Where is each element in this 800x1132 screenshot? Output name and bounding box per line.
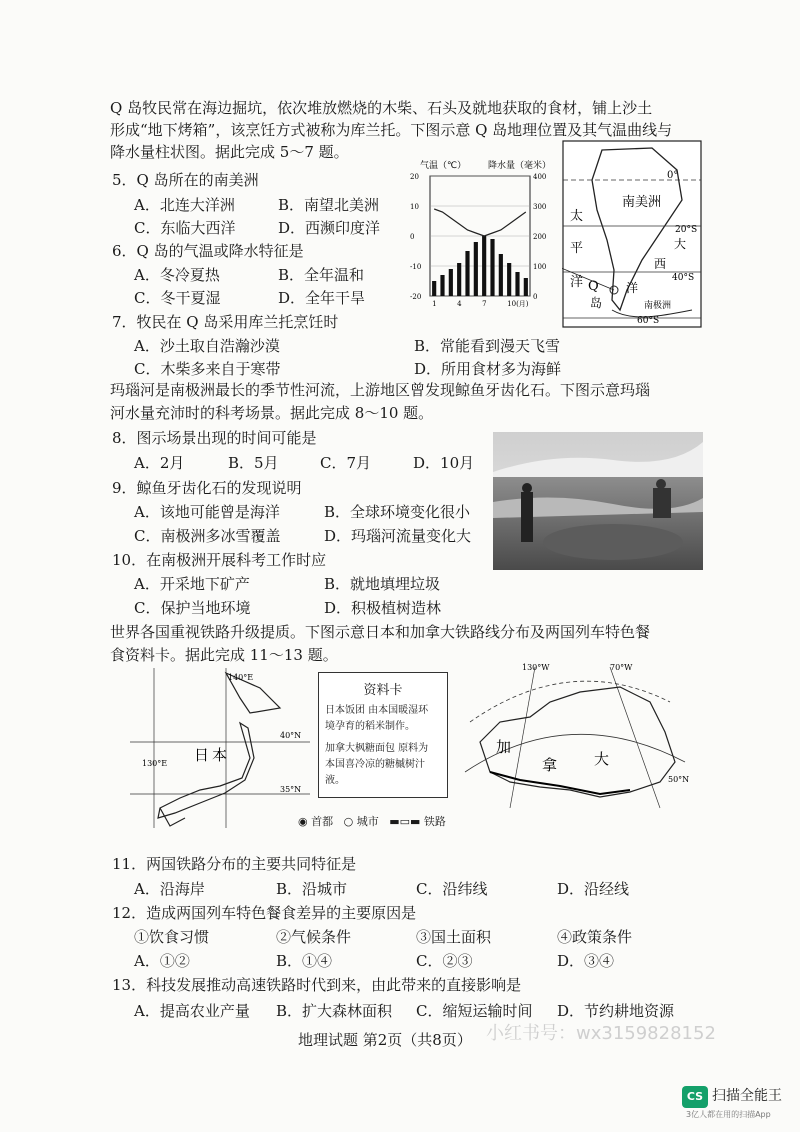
precip-bar [482, 236, 486, 296]
map-ocean-east1: 大 [674, 237, 687, 251]
scanner-logo-icon: CS [682, 1086, 708, 1108]
precip-bar [457, 263, 461, 296]
chart-x-tick: 10(月) [507, 300, 529, 308]
chart-right-axis-label: 降水量（毫米） [488, 161, 552, 171]
q8-option-b: B．5月 [228, 454, 279, 472]
q11-option-b: B．沿城市 [276, 880, 348, 898]
data-card [318, 672, 448, 798]
q12-stem: 12．造成两国列车特色餐食差异的主要原因是 [112, 904, 417, 922]
precip-bar [449, 269, 453, 296]
q6-option-a: A．冬冷夏热 [134, 266, 220, 284]
q10-stem: 10．在南极洲开展科考工作时应 [112, 551, 327, 569]
q9-option-a: A．该地可能曾是海洋 [134, 503, 280, 521]
q6-option-d: D．全年干旱 [278, 289, 366, 307]
q5-option-b: B．南望北美洲 [278, 196, 380, 214]
q5-option-d: D．西濒印度洋 [278, 219, 381, 237]
chart-left-tick: 20 [410, 173, 419, 181]
japan-lat-35: 35°N [280, 785, 302, 794]
q13-option-a: A．提高农业产量 [134, 1002, 250, 1020]
south-america-map [562, 140, 702, 328]
legend-city: 城市 [356, 815, 379, 828]
rail-icon: ▬▭▬ [389, 815, 421, 828]
q13-option-c: C．缩短运输时间 [416, 1002, 533, 1020]
q12-option-c: C．②③ [416, 952, 473, 970]
q8-option-c: C．7月 [320, 454, 372, 472]
q7-stem: 7．牧民在 Q 岛采用库兰托烹饪时 [112, 313, 339, 331]
q7-option-c: C．木柴多来自于寒带 [134, 360, 281, 378]
chart-right-tick: 100 [533, 263, 547, 271]
map-continent-label: 南美洲 [622, 195, 662, 210]
map-lat-40: 40°S [672, 273, 695, 283]
precip-bar [507, 263, 511, 296]
legend-rail: 铁路 [423, 815, 446, 828]
climate-chart [408, 158, 558, 308]
japan-label-1: 日 [194, 746, 210, 764]
map-ocean-char2: 平 [570, 241, 584, 256]
q13-stem: 13．科技发展推动高速铁路时代到来，由此带来的直接影响是 [112, 976, 522, 994]
precip-bar [465, 251, 469, 296]
q8-stem: 8．图示场景出现的时间可能是 [112, 429, 317, 447]
q11-option-c: C．沿纬线 [416, 880, 488, 898]
passage3-line1: 世界各国重视铁路升级提质。下图示意日本和加拿大铁路线分布及两国列车特色餐 [110, 623, 651, 641]
q9-option-c: C．南极洲多冰雪覆盖 [134, 527, 281, 545]
canada-lon-130: 130°W [522, 663, 550, 672]
page-footer: 地理试题 第2页（共8页） [298, 1031, 472, 1049]
data-card-title: 资料卡 [363, 683, 403, 698]
canada-map [460, 662, 690, 810]
passage3-line2: 食资料卡。据此完成 11～13 题。 [110, 646, 338, 664]
data-card-text-3: 加拿大枫糖面包 原料为 [325, 743, 429, 754]
chart-left-tick: 10 [410, 203, 419, 211]
chart-left-tick: -20 [410, 293, 422, 301]
q7-option-b: B．常能看到漫天飞雪 [414, 337, 561, 355]
q7-option-a: A．沙土取自浩瀚沙漠 [134, 337, 280, 355]
q12-option-d: D．③④ [557, 952, 615, 970]
map-lat-0: 0° [667, 170, 679, 181]
canada-lon-70: 70°W [610, 663, 633, 672]
q8-option-a: A．2月 [134, 454, 185, 472]
map-lat-20: 20°S [675, 225, 698, 235]
q10-option-a: A．开采地下矿产 [134, 575, 250, 593]
city-icon: ○ [343, 815, 354, 828]
chart-right-tick: 200 [533, 233, 547, 241]
map-ocean-east3: 洋 [626, 281, 639, 295]
chart-right-tick: 400 [533, 173, 547, 181]
q12-option-b: B．①④ [276, 952, 333, 970]
q9-stem: 9．鲸鱼牙齿化石的发现说明 [112, 479, 302, 497]
chart-left-tick: 0 [410, 233, 415, 241]
q9-option-b: B．全球环境变化很小 [324, 503, 471, 521]
precip-bar [524, 278, 528, 296]
q7-option-d: D．所用食材多为海鲜 [414, 360, 562, 378]
q11-option-d: D．沿经线 [557, 880, 630, 898]
map-ocean-east2: 西 [654, 257, 667, 271]
legend-capital: 首都 [311, 815, 334, 828]
q5-option-c: C．东临大西洋 [134, 219, 236, 237]
chart-x-tick: 7 [482, 300, 487, 308]
data-card-text-1: 日本饭团 由本国暖湿环 [325, 705, 429, 716]
data-card-text-5: 液。 [325, 775, 345, 786]
q5-stem: 5．Q 岛所在的南美洲 [112, 171, 259, 189]
watermark-text: 小红书号：wx3159828152 [486, 1023, 716, 1044]
map-legend [298, 812, 446, 832]
map-island-label: 岛 [590, 296, 603, 310]
temperature-curve [434, 209, 526, 236]
scanner-app-name: 扫描全能王 [712, 1088, 782, 1104]
chart-x-tick: 4 [457, 300, 462, 308]
map-q-label: Q [588, 279, 599, 294]
passage1-line1: Q 岛牧民常在海边掘坑，依次堆放燃烧的木柴、石头及就地获取的食材，铺上沙土 [110, 99, 653, 117]
chart-left-axis-label: 气温（℃） [420, 161, 467, 171]
q10-option-c: C．保护当地环境 [134, 599, 251, 617]
q10-option-b: B．就地填埋垃圾 [324, 575, 441, 593]
map-ocean-char3: 洋 [570, 275, 584, 290]
q6-option-b: B．全年温和 [278, 266, 365, 284]
canada-label-1: 加 [496, 738, 512, 756]
precip-bar [499, 254, 503, 296]
canada-label-3: 大 [594, 750, 610, 768]
q12-choice-1: ①饮食习惯 [134, 928, 210, 946]
canada-lat-50: 50°N [668, 775, 690, 784]
japan-map [130, 668, 310, 828]
q5-option-a: A．北连大洋洲 [134, 196, 235, 214]
chart-right-tick: 300 [533, 203, 547, 211]
japan-lon-140: 140°E [228, 673, 254, 682]
q9-option-d: D．玛瑙河流量变化大 [324, 527, 472, 545]
precip-bar [515, 272, 519, 296]
map-antarctica-label: 南极洲 [644, 301, 672, 311]
japan-lon-130: 130°E [142, 759, 168, 768]
passage2-line1: 玛瑙河是南极洲最长的季节性河流，上游地区曾发现鲸鱼牙齿化石。下图示意玛瑙 [110, 381, 651, 399]
data-card-text-2: 境孕育的稻米制作。 [325, 721, 415, 732]
q12-option-a: A．①② [134, 952, 190, 970]
japan-label-2: 本 [212, 746, 228, 764]
precip-bar [474, 242, 478, 296]
passage2-line2: 河水量充沛时的科考场景。据此完成 8～10 题。 [110, 404, 434, 422]
q6-stem: 6．Q 岛的气温或降水特征是 [112, 242, 304, 260]
capital-icon: ◉ [298, 815, 308, 828]
q13-option-d: D．节约耕地资源 [557, 1002, 675, 1020]
q6-option-c: C．冬干夏湿 [134, 289, 221, 307]
q13-option-b: B．扩大森林面积 [276, 1002, 393, 1020]
data-card-text-4: 本国喜冷凉的糖槭树汁 [325, 759, 425, 770]
map-ocean-char1: 太 [570, 209, 584, 224]
precip-bar [490, 239, 494, 296]
chart-x-tick: 1 [432, 300, 437, 308]
precip-bar [432, 281, 436, 296]
field-research-photo [493, 432, 703, 570]
scanner-tagline: 3亿人都在用的扫描App [686, 1110, 771, 1119]
precip-bar [440, 275, 444, 296]
q8-option-d: D．10月 [413, 454, 475, 472]
q11-stem: 11．两国铁路分布的主要共同特征是 [112, 855, 357, 873]
chart-left-tick: -10 [410, 263, 422, 271]
passage1-line3: 降水量柱状图。据此完成 5～7 题。 [110, 143, 349, 161]
q12-choice-4: ④政策条件 [557, 928, 633, 946]
q12-choice-3: ③国土面积 [416, 928, 492, 946]
japan-lat-40: 40°N [280, 731, 302, 740]
q12-choice-2: ②气候条件 [276, 928, 352, 946]
map-lat-60: 60°S [637, 316, 660, 326]
q10-option-d: D．积极植树造林 [324, 599, 442, 617]
passage1-line2: 形成“地下烤箱”，该烹饪方式被称为库兰托。下图示意 Q 岛地理位置及其气温曲线与 [110, 121, 673, 139]
q11-option-a: A．沿海岸 [134, 880, 205, 898]
canada-label-2: 拿 [542, 756, 558, 774]
chart-right-tick: 0 [533, 293, 538, 301]
